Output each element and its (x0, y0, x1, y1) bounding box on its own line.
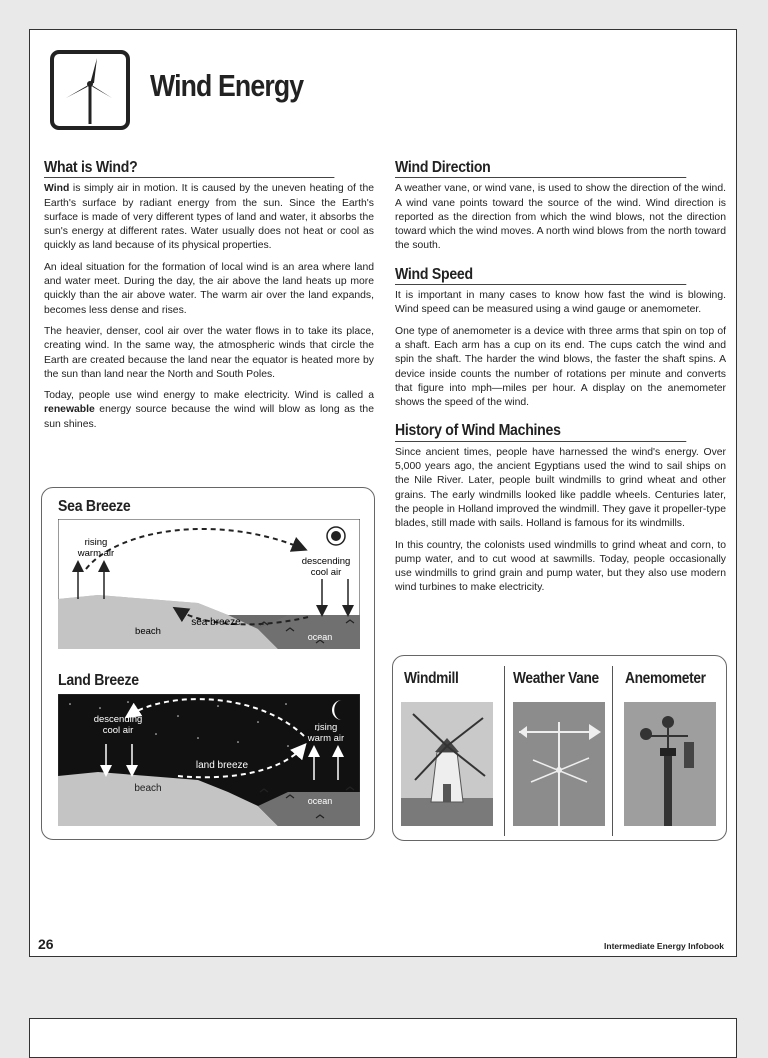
history-section (395, 424, 726, 595)
divider (504, 666, 505, 836)
devices-box (392, 655, 727, 841)
next-page-edge (29, 1018, 737, 1058)
anemometer-column (619, 656, 719, 840)
beach-label: beach (135, 626, 161, 637)
warm-air-label: warm air (77, 548, 115, 559)
paragraph: Since ancient times, people have harnessed the wind's energy. Over 5,000 years ago, the ancient Egyptians used the wind to sail ships on the Nile River. Later, people built windmills to grind wheat and other grains. The early windmills looked like paddle wheels. Centuries later, the people in Holland improved the windmill. They gave it propeller-type blades, still made with sails. Holland is famous for its windmills. (395, 446, 726, 530)
weather-vane-column (511, 656, 611, 840)
paragraph: An ideal situation for the formation of local wind is an area where land and water meet. During the day, the air above the land heats up more quickly than the air above water. The warm air over the land expands, becomes less dense and rises. (44, 261, 374, 316)
paragraph: In this country, the colonists used windmills to grind wheat and corn, to pump water, and to cut wood at sawmills. Today, people occasionally use windmills to grind grain and pump water, but they also use modern wind turbines to make electricity. (395, 539, 726, 594)
book-title: Intermediate Energy Infobook (604, 941, 724, 951)
anemometer-photo (624, 702, 716, 826)
wind-speed-section (395, 265, 726, 411)
left-column (44, 161, 374, 446)
page-title: Wind Energy (150, 68, 304, 103)
beach-label: beach (134, 783, 162, 794)
what-is-wind-section (44, 161, 374, 432)
weather-vane-title: Weather Vane (513, 670, 599, 687)
paragraph-text: energy source because the wind will blow as long as the sun shines. (44, 404, 374, 430)
descending-label: descending (301, 556, 351, 567)
paragraph (44, 182, 374, 253)
rising-label: rising (314, 722, 338, 733)
paragraph (44, 389, 374, 432)
wind-direction-section (395, 161, 726, 254)
anemometer-title: Anemometer (625, 670, 706, 687)
history-heading: History of Wind Machines (395, 424, 686, 441)
divider (612, 666, 613, 836)
windmill-photo (401, 702, 493, 826)
paragraph: A weather vane, or wind vane, is used to show the direction of the wind. A wind vane points toward the source of the wind. Wind direction is reported as the direction from which the wind blows, not the direction toward which the wind moves. A north wind blows from the north toward the south. (395, 183, 726, 252)
land-breeze-diagram (58, 694, 360, 826)
sea-breeze-label: sea breeze (191, 617, 241, 628)
breeze-diagrams-box (41, 487, 375, 840)
what-is-wind-heading: What is Wind? (44, 161, 334, 178)
paragraph-text: is simply air in motion. It is caused by the uneven heating of the Earth's surface by radiant energy from the sun. Since the Earth's surface is made of very different types of land and water, it absorbs the sun's energy at different rates. Water usually does not heat or cool as quickly as land because of its physical properties. (44, 183, 374, 252)
paragraph: The heavier, denser, cool air over the water flows in to take its place, creating wind. In the same way, the atmospheric winds that circle the Earth are created because the land near the equator is heated more by the sun than land near the North and South Poles. (44, 325, 374, 380)
rising-label: rising (84, 537, 108, 548)
paragraph-text: Today, people use wind energy to make electricity. Wind is called a (44, 390, 374, 402)
ocean-label: ocean (307, 796, 333, 806)
keyword-wind: Wind (44, 183, 70, 195)
weather-vane-photo (513, 702, 605, 826)
warm-air-label: warm air (307, 733, 345, 744)
descending-label: descending (93, 714, 143, 725)
sea-breeze-diagram (58, 519, 360, 649)
paragraph: It is important in many cases to know how fast the wind is blowing. Wind speed can be measured using a wind gauge or anemometer. (395, 290, 726, 316)
land-breeze-title: Land Breeze (58, 672, 139, 689)
wind-direction-heading: Wind Direction (395, 161, 686, 178)
windmill-column (401, 656, 501, 840)
wind-turbine-icon (50, 50, 130, 130)
windmill-title: Windmill (404, 670, 459, 687)
sea-breeze-title: Sea Breeze (58, 498, 131, 515)
land-breeze-label: land breeze (195, 760, 249, 771)
ocean-label: ocean (307, 632, 333, 642)
cool-air-label: cool air (102, 725, 134, 736)
document-page (29, 29, 737, 957)
page-number: 26 (38, 936, 54, 952)
right-column (395, 161, 726, 610)
cool-air-label: cool air (310, 567, 342, 578)
keyword-renewable: renewable (44, 404, 95, 416)
wind-speed-heading: Wind Speed (395, 268, 686, 285)
paragraph: One type of anemometer is a device with three arms that spin on top of a shaft. Each arm has a cup on its end. The cups catch the wind and spin the shaft. The harder the wind blows, the faster the shaft spins. A device inside counts the number of rotations per minute and converts that figure into mph—miles per hour. A display on the anemometer shows the speed of the wind. (395, 325, 726, 409)
